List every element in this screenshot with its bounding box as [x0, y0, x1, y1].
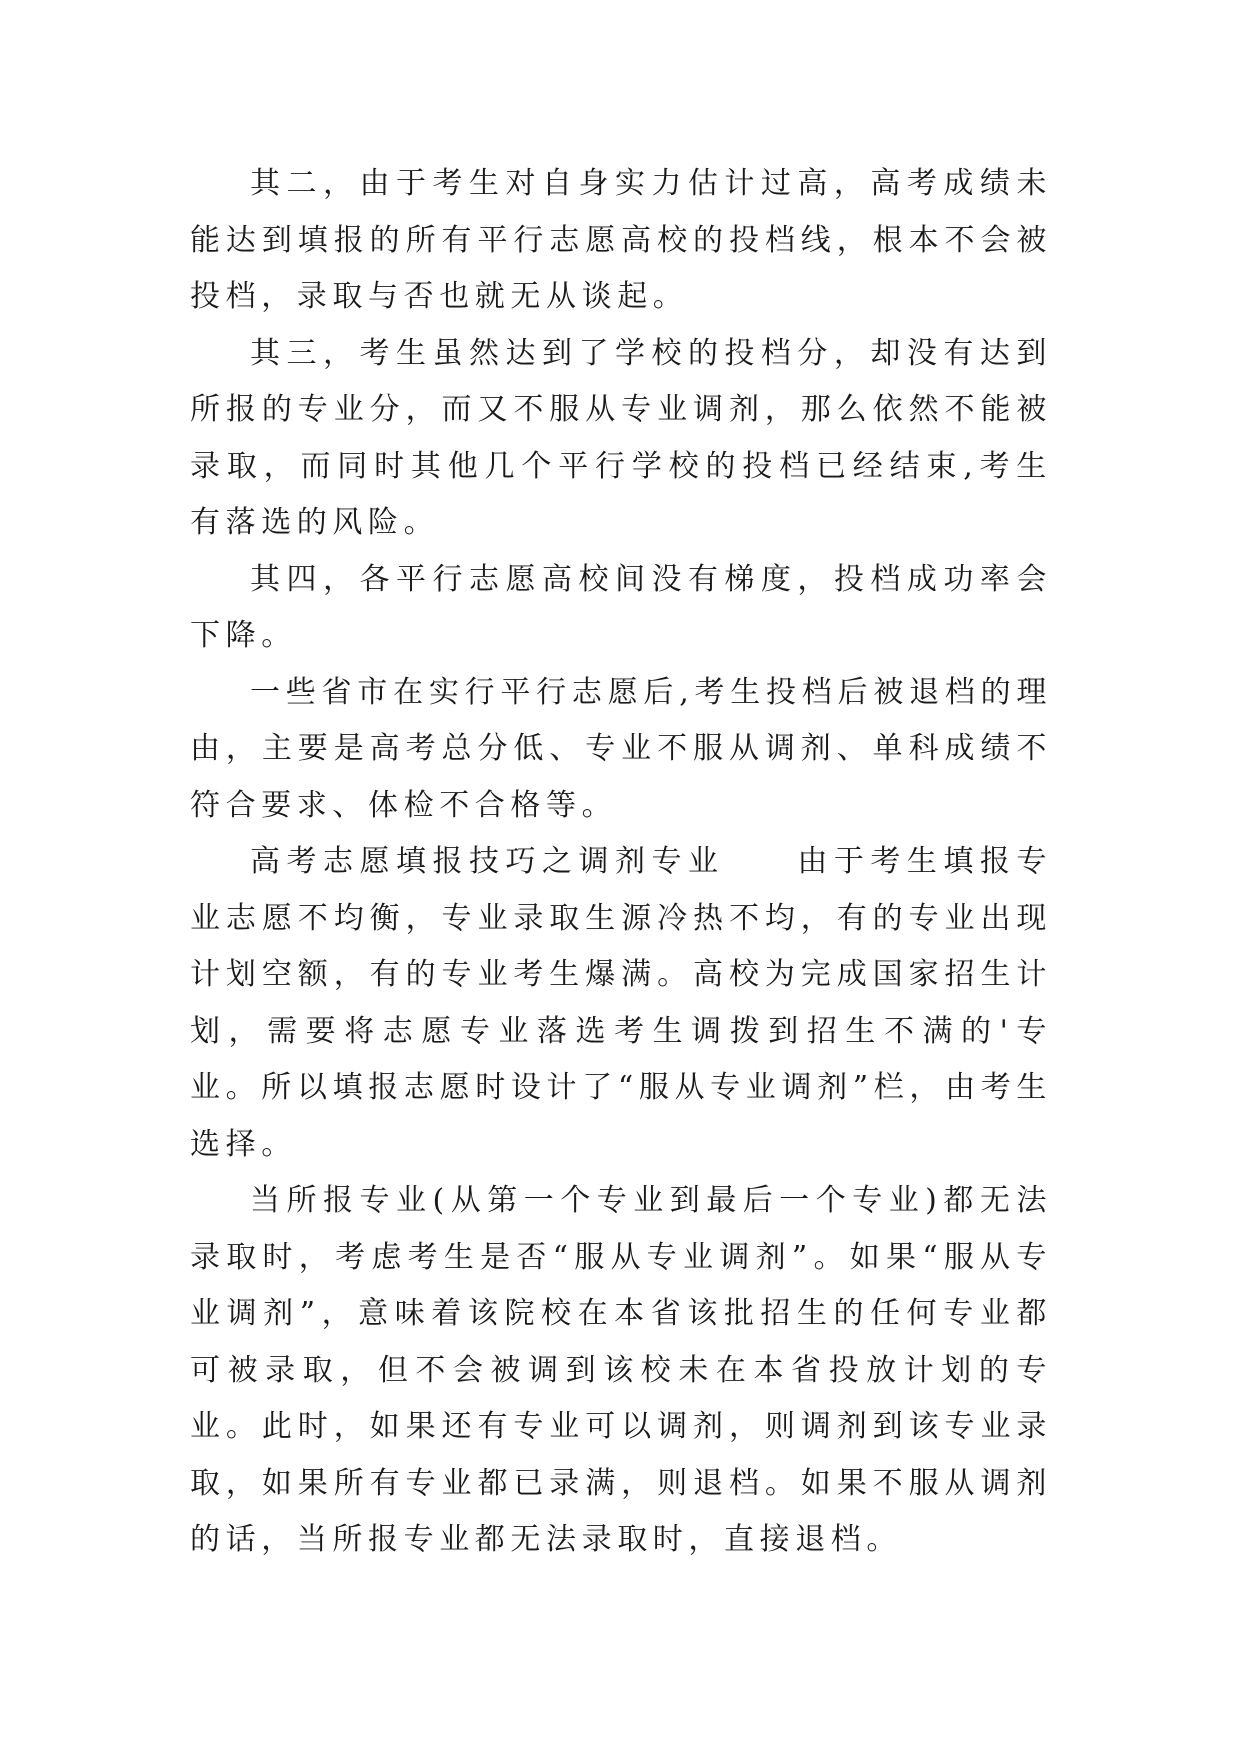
document-body — [190, 156, 1052, 1569]
paragraph-adjustment-rules: 当所报专业(从第一个专业到最后一个专业)都无法录取时，考虑考生是否“服从专业调剂”。如果“服从专业调剂”，意味着该院校在本省该批招生的任何专业都可被录取，但不会被调到该校未在本省投放计划的专业。此时，如果还有专业可以调剂，则调剂到该专业录取，如果所有专业都已录满，则退档。如果不服从调剂的话，当所报专业都无法录取时，直接退档。 — [190, 1183, 1052, 1557]
paragraph-adjustment-intro: 高考志愿填报技巧之调剂专业 由于考生填报专业志愿不均衡，专业录取生源冷热不均，有的专业出现计划空额，有的专业考生爆满。高校为完成国家招生计划，需要将志愿专业落选考生调拨到招生不满的'专业。所以填报志愿时设计了“服从专业调剂”栏，由考生选择。 — [190, 844, 1052, 1162]
paragraph-reason-two: 其二，由于考生对自身实力估计过高，高考成绩未能达到填报的所有平行志愿高校的投档线，根本不会被投档，录取与否也就无从谈起。 — [190, 166, 1052, 314]
paragraph-reason-three: 其三，考生虽然达到了学校的投档分，却没有达到所报的专业分，而又不服从专业调剂，那么依然不能被录取，而同时其他几个平行学校的投档已经结束,考生有落选的风险。 — [190, 335, 1052, 540]
paragraph-rejection-reasons: 一些省市在实行平行志愿后,考生投档后被退档的理由，主要是高考总分低、专业不服从调剂、单科成绩不符合要求、体检不合格等。 — [190, 674, 1052, 823]
paragraph-reason-four: 其四，各平行志愿高校间没有梯度，投档成功率会下降。 — [190, 561, 1052, 653]
